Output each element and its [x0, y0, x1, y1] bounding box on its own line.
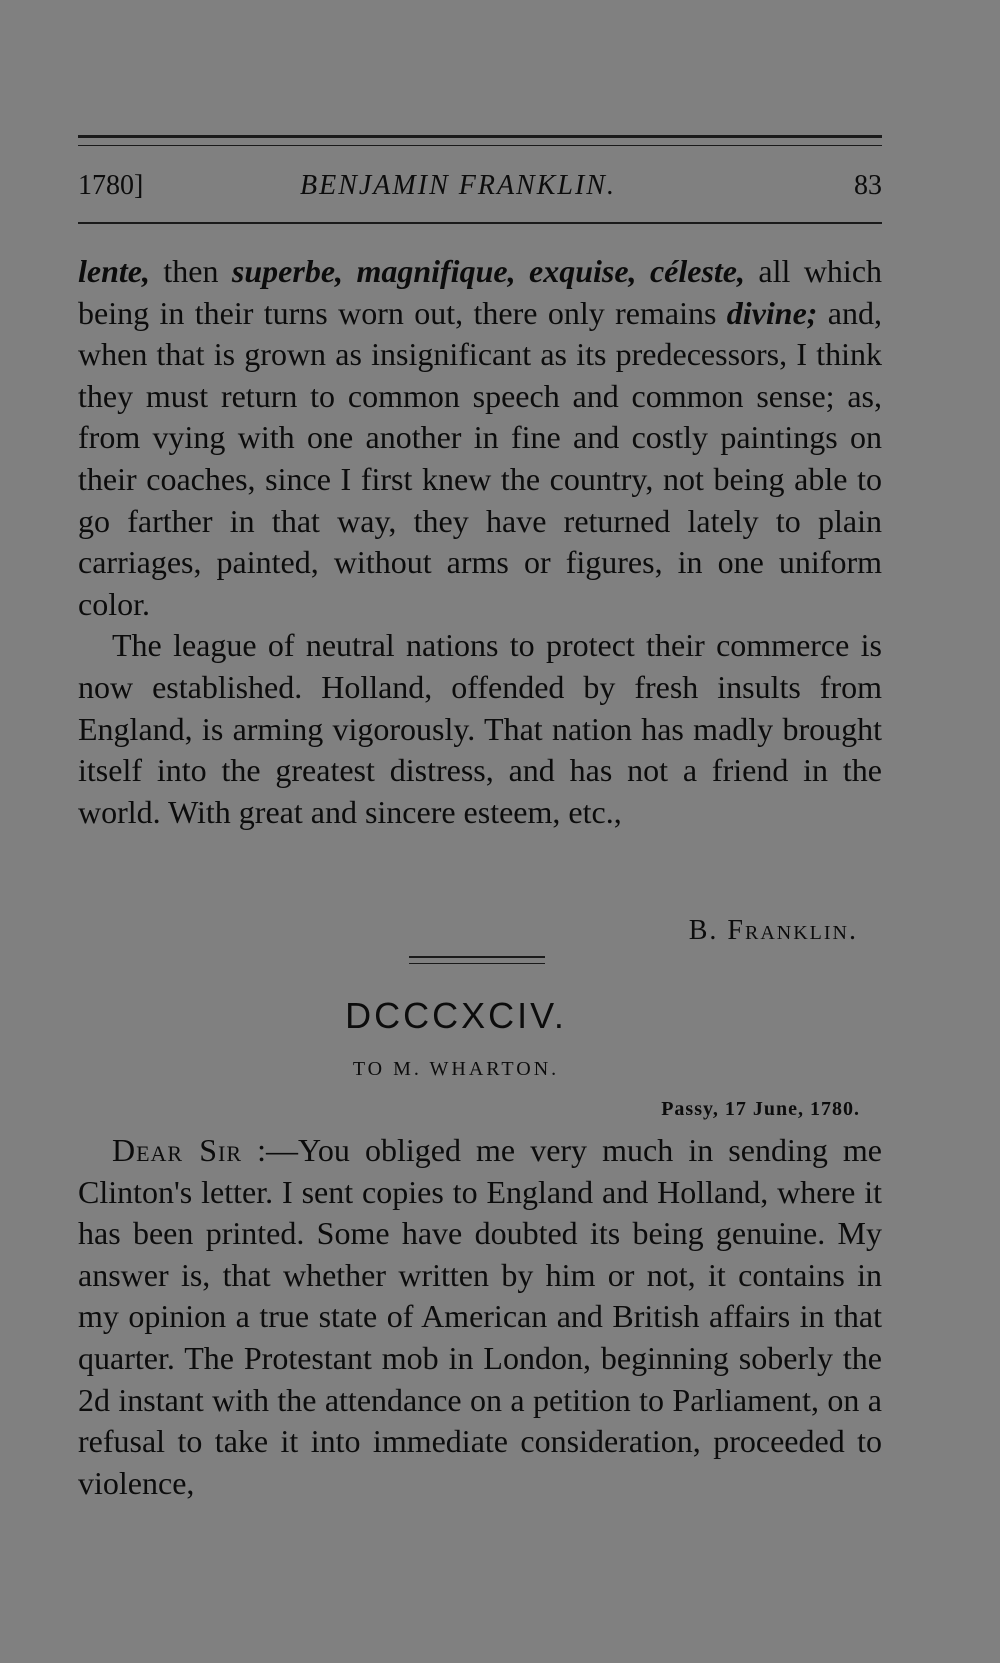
- letter-number: DCCCXCIV.: [345, 995, 567, 1036]
- top-rule-thin: [78, 145, 882, 146]
- page-number: 83: [854, 170, 882, 201]
- italic-word-divine: divine;: [726, 294, 818, 331]
- running-header: [78, 170, 882, 210]
- letter-body: [78, 1130, 882, 1504]
- letter-recipient: TO M. WHARTON.: [352, 1058, 560, 1080]
- signature: B. Franklin.: [688, 915, 858, 946]
- book-page: [78, 0, 882, 1663]
- header-title: BENJAMIN FRANKLIN.: [300, 170, 616, 201]
- letter-dateline: Passy, 17 June, 1780.: [661, 1098, 860, 1120]
- italic-adjectives: superbe, magnifique, exquise, céleste,: [231, 253, 745, 289]
- letter-continuation: [78, 251, 882, 833]
- top-rule-thick: [78, 135, 882, 138]
- header-year: 1780]: [78, 170, 144, 201]
- salutation: Dear Sir: [112, 1132, 242, 1168]
- section-separator-thin: [409, 963, 545, 964]
- paragraph-2: The league of neutral nations to protect their commerce is now established. Holland, offended by fresh insults from England, is arming vigorously. That nation has madly brought itself into the greatest distress, and has not a friend in the world. With great and sincere esteem, etc.,: [78, 627, 882, 830]
- section-separator: [409, 956, 545, 958]
- paragraph-3: Dear Sir :—You obliged me very much in sending me Clinton's letter. I sent copies to England and Holland, where it has been printed. Some have doubted its being genuine. My answer is, that whether written by him or not, it contains in my opinion a true state of American and British affairs in that quarter. The Protestant mob in London, beginning soberly the 2d instant with the attendance on a petition to Parliament, on a refusal to take it into immediate consideration, proceeded to violence,: [78, 1132, 883, 1501]
- italic-word-lente: lente,: [78, 253, 150, 289]
- header-rule: [78, 222, 882, 224]
- paragraph-1: lente, then superbe, magnifique, exquise, céleste, all which being in their turns worn out, there only remains divine; and, when that is grown as insignificant as its predecessors, I think they must return to common speech and common sense; as, from vying with one another in fine and costly paintings on their coaches, since I first knew the country, not being able to go farther in that way, they have returned lately to plain carriages, painted, without arms or figures, in one uniform color.: [78, 253, 883, 622]
